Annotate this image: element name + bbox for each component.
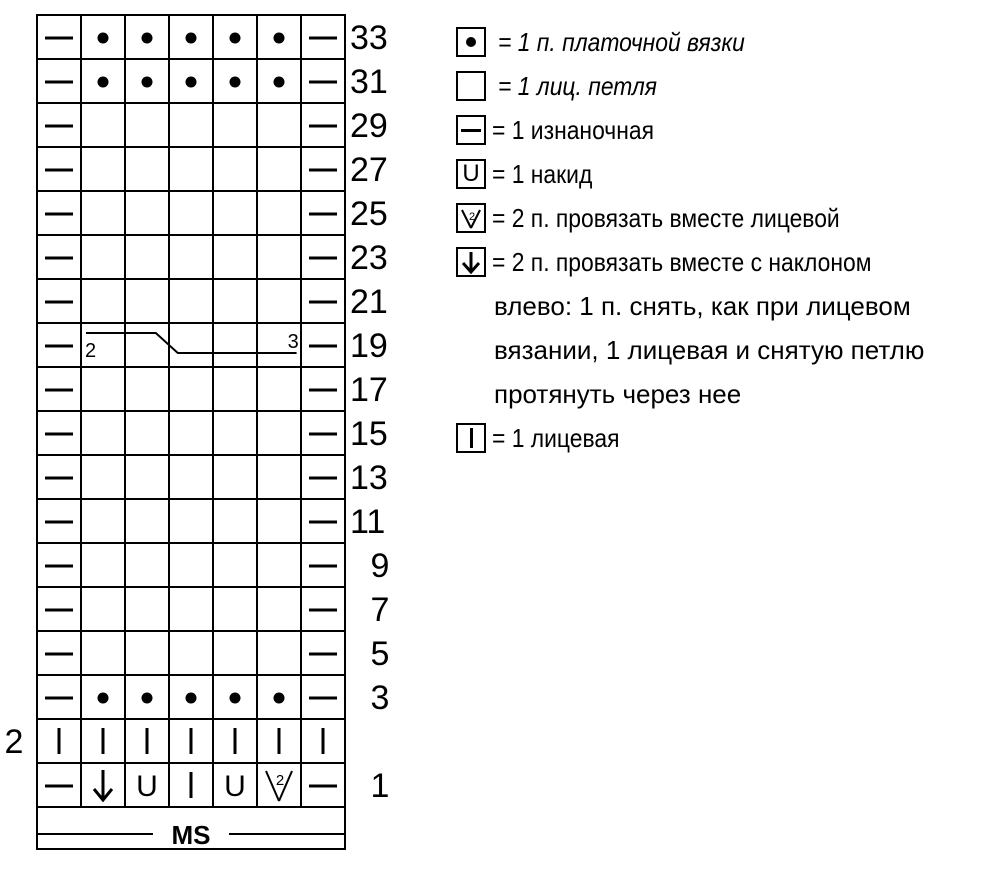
garter-dot bbox=[230, 77, 241, 88]
stitch-k2tog bbox=[266, 771, 292, 801]
knit-bar-symbol-icon bbox=[456, 423, 486, 453]
stitch-garter bbox=[98, 77, 109, 88]
row-label: 15 bbox=[350, 415, 388, 453]
row-label: 23 bbox=[350, 239, 388, 277]
stitch-garter bbox=[186, 693, 197, 704]
repeat-label: MS bbox=[171, 820, 211, 850]
garter-dot bbox=[274, 77, 285, 88]
stitch-yo bbox=[136, 770, 158, 803]
row-label: 17 bbox=[350, 371, 388, 409]
row-label: 21 bbox=[350, 283, 388, 321]
stitch-k2tog_left bbox=[94, 770, 112, 800]
row-label: 9 bbox=[370, 547, 390, 585]
stitch-yo bbox=[224, 770, 246, 803]
stitch-garter bbox=[142, 693, 153, 704]
legend-item-knit bbox=[456, 64, 972, 108]
knitting-chart bbox=[0, 0, 440, 876]
stitch-garter bbox=[186, 33, 197, 44]
legend-item-knit-bar bbox=[456, 416, 972, 460]
k2tog-number: 2 bbox=[275, 772, 285, 789]
legend-text-yarn-over: = 1 накид bbox=[492, 158, 593, 189]
legend-text-knit: = 1 лиц. петля bbox=[498, 70, 657, 101]
cable-label-left: 2 bbox=[85, 340, 97, 362]
knit-stitch-symbol-icon bbox=[456, 71, 486, 101]
legend-item-purl bbox=[456, 108, 972, 152]
legend-item-k2tog bbox=[456, 196, 972, 240]
row-label: 13 bbox=[350, 459, 388, 497]
stitch-garter bbox=[274, 693, 285, 704]
legend-item-yarn-over bbox=[456, 152, 972, 196]
legend-text-purl: = 1 изнаночная bbox=[492, 114, 654, 145]
garter-dot bbox=[98, 33, 109, 44]
row-label: 31 bbox=[350, 63, 388, 101]
row-label: 7 bbox=[370, 591, 390, 629]
continuation-line-2: вязании, 1 лицевая и снятую петлю bbox=[494, 335, 925, 365]
stitch-garter bbox=[142, 77, 153, 88]
cable-label-right: 3 bbox=[287, 331, 299, 353]
garter-stitch-symbol-icon bbox=[456, 27, 486, 57]
row-label: 27 bbox=[350, 151, 388, 189]
continuation-line-3: протянуть через нее bbox=[494, 379, 742, 409]
legend-text-knit-bar: = 1 лицевая bbox=[492, 422, 620, 453]
legend-text-garter: = 1 п. платочной вязки bbox=[498, 26, 745, 57]
garter-dot bbox=[274, 693, 285, 704]
stitch-garter bbox=[274, 33, 285, 44]
continuation-line-1: влево: 1 п. снять, как при лицевом bbox=[494, 291, 911, 321]
legend-item-garter bbox=[456, 20, 972, 64]
garter-dot bbox=[142, 693, 153, 704]
k2tog-symbol-icon bbox=[456, 203, 486, 233]
stitch-garter bbox=[98, 33, 109, 44]
garter-dot bbox=[230, 693, 241, 704]
garter-dot bbox=[98, 77, 109, 88]
garter-dot bbox=[186, 77, 197, 88]
garter-dot bbox=[186, 33, 197, 44]
stitch-garter bbox=[230, 33, 241, 44]
legend-item-k2tog-left bbox=[456, 240, 972, 284]
stitch-garter bbox=[230, 693, 241, 704]
stitch-garter bbox=[98, 693, 109, 704]
cable-cross bbox=[85, 331, 299, 362]
yarn-over-mark: U bbox=[136, 770, 158, 803]
row-label: 33 bbox=[350, 19, 388, 57]
row-label: 29 bbox=[350, 107, 388, 145]
yarn-over-symbol-icon: U bbox=[456, 159, 486, 189]
garter-dot bbox=[274, 33, 285, 44]
k2tog-left-symbol-icon bbox=[456, 247, 486, 277]
garter-dot bbox=[142, 33, 153, 44]
yarn-over-mark: U bbox=[224, 770, 246, 803]
legend bbox=[456, 20, 972, 460]
garter-dot bbox=[230, 33, 241, 44]
garter-dot bbox=[98, 693, 109, 704]
stitch-garter bbox=[186, 77, 197, 88]
svg-text:2: 2 bbox=[468, 211, 476, 223]
legend-text-k2tog-left: = 2 п. провязать вместе с наклоном bbox=[492, 246, 872, 277]
row-label: 3 bbox=[370, 679, 390, 717]
legend-k2tog-left-continuation bbox=[456, 284, 972, 416]
row-label: 19 bbox=[350, 327, 388, 365]
row-label: 25 bbox=[350, 195, 388, 233]
stitch-garter bbox=[230, 77, 241, 88]
purl-stitch-symbol-icon bbox=[456, 115, 486, 145]
row-label-left: 2 bbox=[4, 723, 24, 761]
chart-frame bbox=[37, 15, 345, 849]
row-label: 1 bbox=[370, 767, 390, 805]
cable-line bbox=[86, 333, 297, 353]
stitch-garter bbox=[142, 33, 153, 44]
legend-text-k2tog: = 2 п. провязать вместе лицевой bbox=[492, 202, 840, 233]
garter-dot bbox=[186, 693, 197, 704]
garter-dot bbox=[142, 77, 153, 88]
row-label: 5 bbox=[370, 635, 390, 673]
stitch-garter bbox=[274, 77, 285, 88]
row-label: 11 bbox=[350, 503, 386, 541]
